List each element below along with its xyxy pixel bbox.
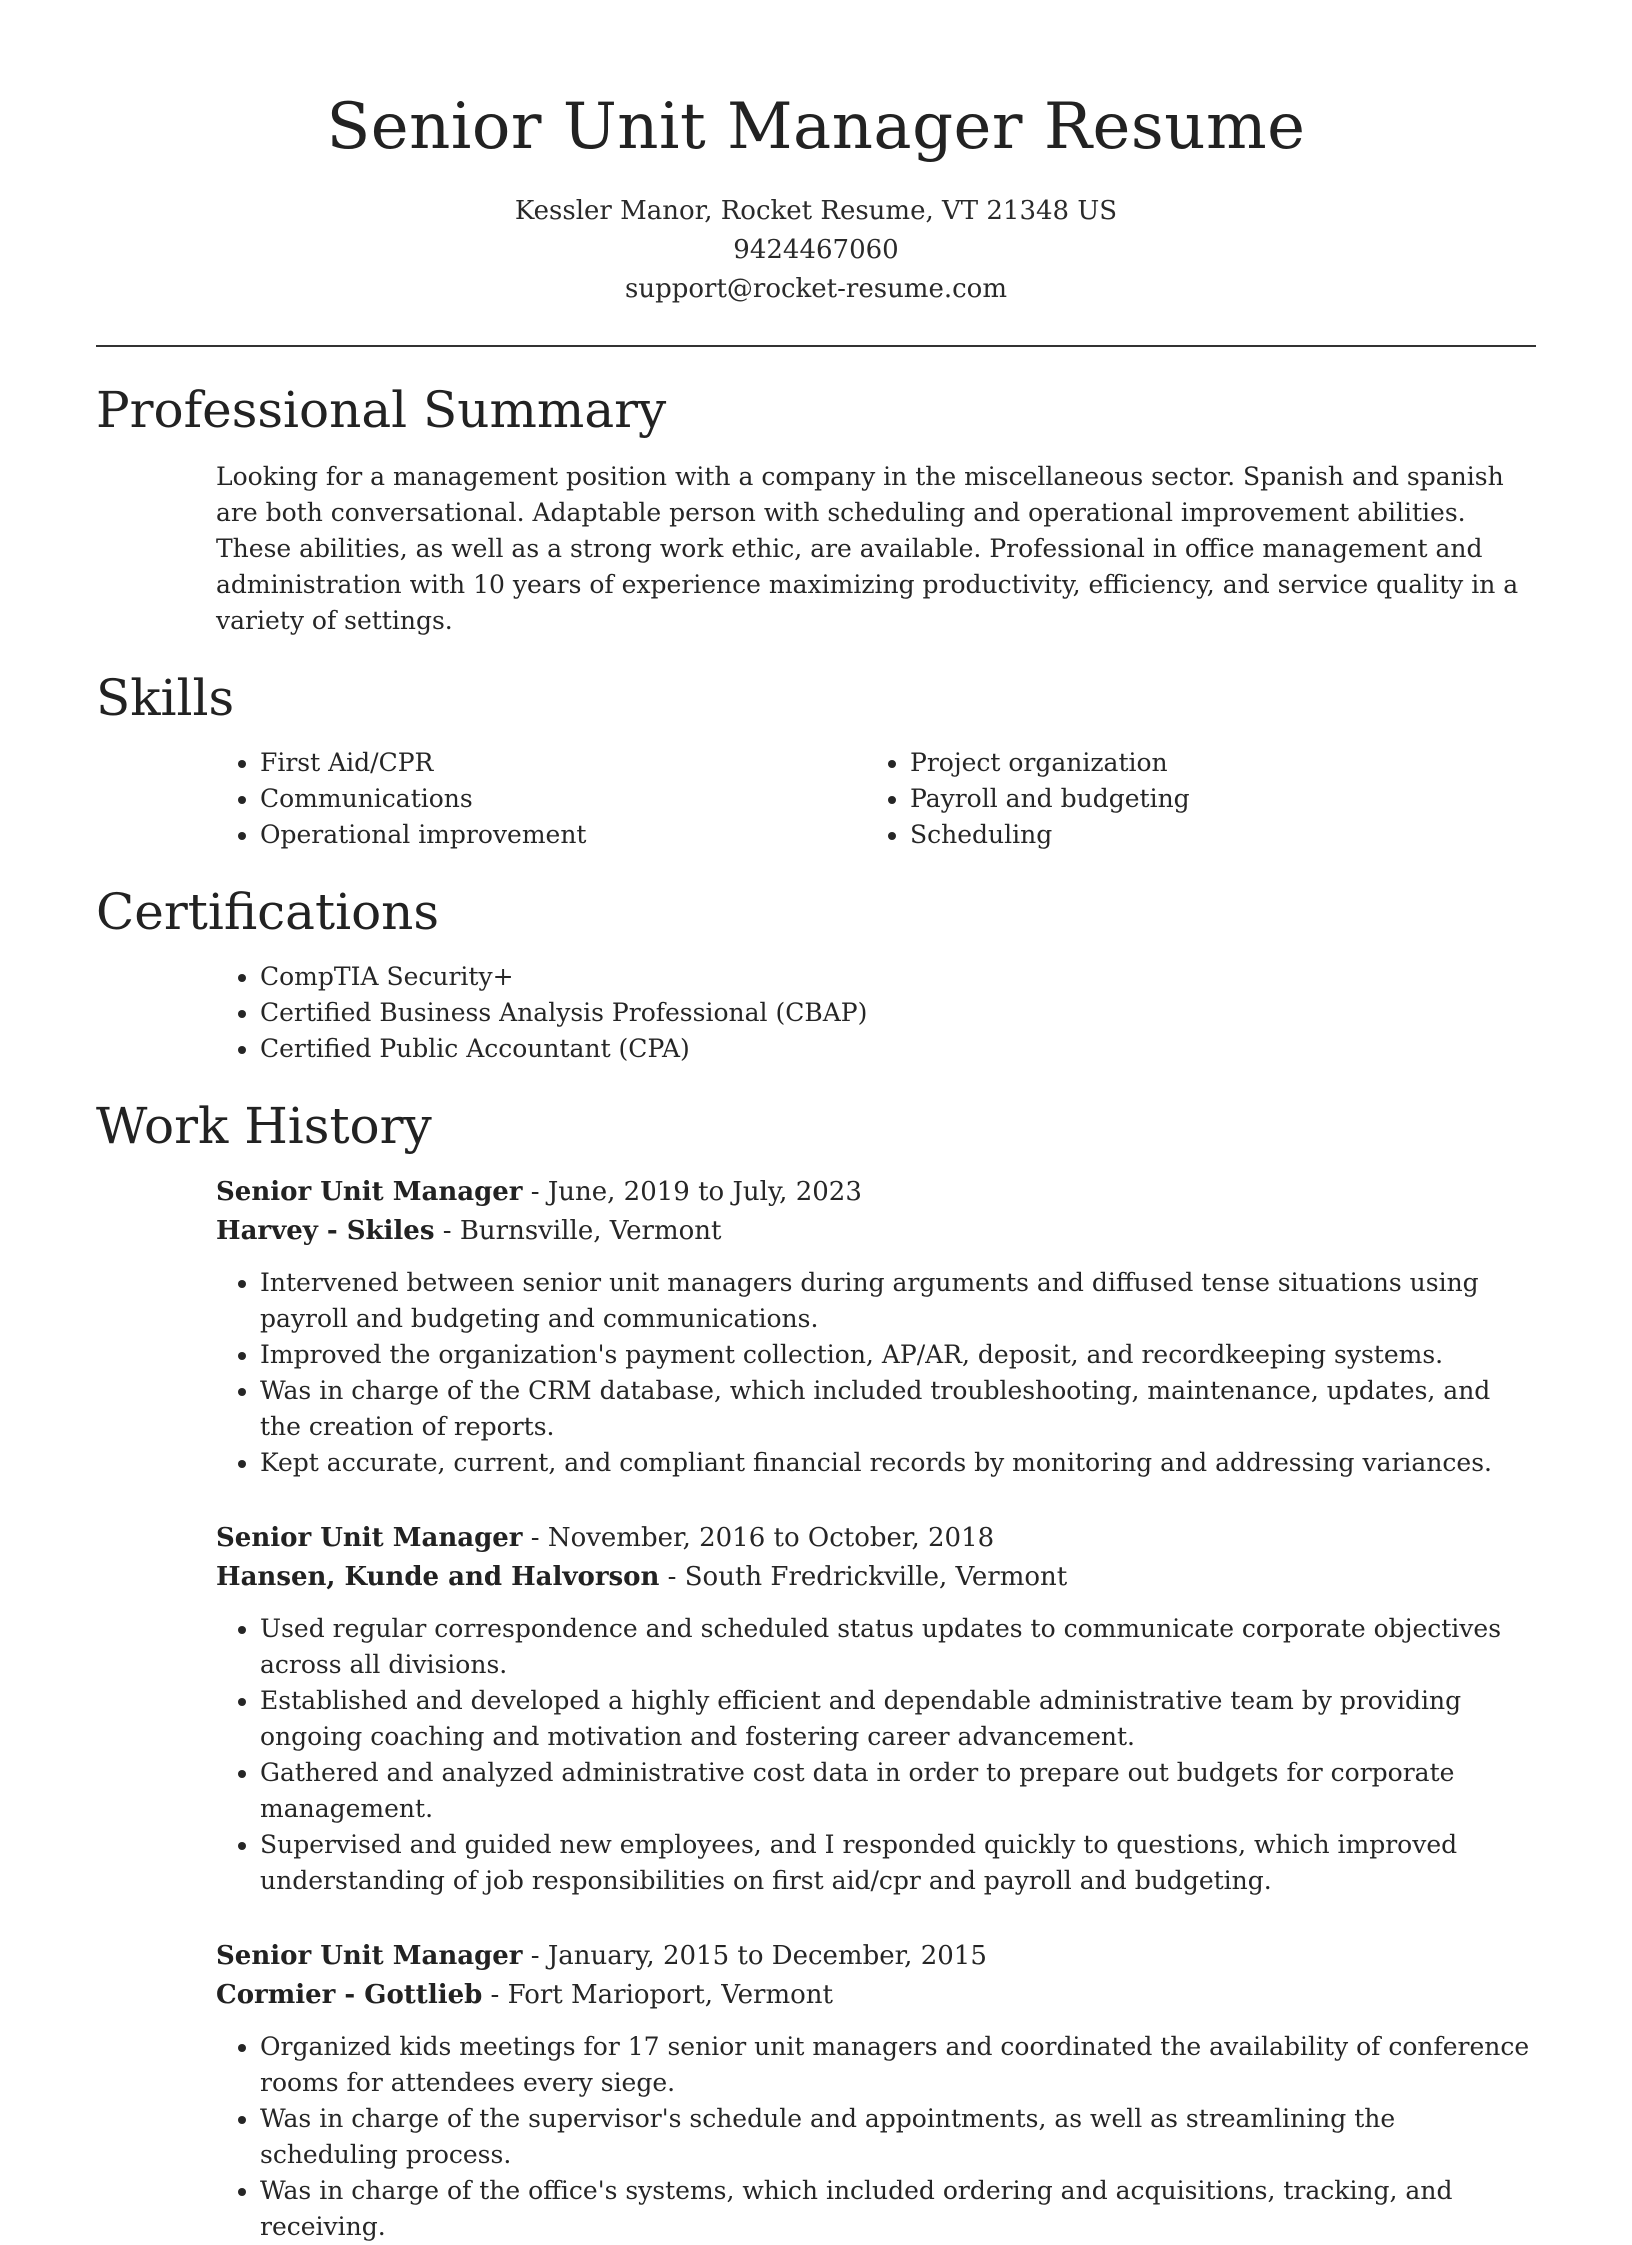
- job-bullet: • Was in charge of the supervisor's schedule and appointments, as well as streamlining the scheduling process.: [260, 2101, 1536, 2173]
- summary-text: Looking for a management position with a company in the miscellaneous sector. Spanish and spanish are both conversational. Adaptable person with scheduling and operational improvement abilities. These abilities, as well as a strong work ethic, are available. Professional in office management and administration with 10 years of experience maximizing productivity, efficiency, and service quality in a variety of settings.: [216, 462, 1519, 635]
- job-company-line: [216, 1212, 1536, 1251]
- job-bullet: • Improved the organization's payment collection, AP/AR, deposit, and recordkeeping systems.: [260, 1337, 1536, 1373]
- job-bullets: [216, 1611, 1536, 1899]
- summary-section: [96, 377, 1536, 639]
- job-bullet: • Supervised and guided new employees, and I responded quickly to questions, which improved understanding of job responsibilities on first aid/cpr and payroll and budgeting.: [260, 1827, 1536, 1899]
- job-bullet: • Established and developed a highly efficient and dependable administrative team by providing ongoing coaching and motivation and fostering career advancement.: [260, 1683, 1536, 1755]
- job-dates: - November, 2016 to October, 2018: [522, 1523, 995, 1553]
- job-bullet: • Organized kids meetings for 17 senior unit managers and coordinated the availability of conference rooms for attendees every siege.: [260, 2029, 1536, 2101]
- job-company-line: [216, 1976, 1536, 2015]
- certification-item: • Certified Public Accountant (CPA): [260, 1031, 1536, 1067]
- skill-item: • Scheduling: [910, 817, 1516, 853]
- work-history-heading: Work History: [96, 1097, 432, 1155]
- job-entry: [216, 1937, 1536, 2245]
- contact-email: support@rocket-resume.com: [624, 274, 1007, 304]
- job-bullet: • Used regular correspondence and scheduled status updates to communicate corporate objectives across all divisions.: [260, 1611, 1536, 1683]
- job-entry: [216, 1519, 1536, 1899]
- job-bullet: • Gathered and analyzed administrative cost data in order to prepare out budgets for corporate management.: [260, 1755, 1536, 1827]
- job-title: Senior Unit Manager: [216, 1523, 523, 1553]
- job-bullets: [216, 2029, 1536, 2245]
- certifications-heading: Certifications: [96, 883, 440, 941]
- job-title: Senior Unit Manager: [216, 1941, 523, 1971]
- certification-item: • Certified Business Analysis Professional (CBAP): [260, 995, 1536, 1031]
- skills-column-right: [866, 745, 1516, 853]
- skills-heading: Skills: [96, 669, 235, 727]
- job-bullet: • Intervened between senior unit managers during arguments and diffused tense situations using payroll and budgeting and communications.: [260, 1265, 1536, 1337]
- skills-section: [96, 665, 1536, 853]
- job-title-line: [216, 1519, 1536, 1558]
- skill-item: • First Aid/CPR: [260, 745, 866, 781]
- job-location: - Burnsville, Vermont: [434, 1216, 722, 1246]
- contact-block: [96, 192, 1536, 309]
- job-dates: - June, 2019 to July, 2023: [522, 1177, 862, 1207]
- contact-phone: 9424467060: [733, 235, 899, 265]
- job-company: Hansen, Kunde and Halvorson: [216, 1562, 660, 1592]
- job-location: - South Fredrickville, Vermont: [659, 1562, 1068, 1592]
- certification-item: • CompTIA Security+: [260, 959, 1536, 995]
- job-bullets: [216, 1265, 1536, 1481]
- job-entry: [216, 1173, 1536, 1481]
- job-bullet: • Was in charge of the office's systems, which included ordering and acquisitions, tracking, and receiving.: [260, 2173, 1536, 2245]
- skills-column-left: [216, 745, 866, 853]
- skills-columns: [216, 745, 1536, 853]
- header-divider: [96, 345, 1536, 347]
- job-company-line: [216, 1558, 1536, 1597]
- skills-list-left: [216, 745, 866, 853]
- job-location: - Fort Marioport, Vermont: [482, 1980, 833, 2010]
- skill-item: • Payroll and budgeting: [910, 781, 1516, 817]
- resume-title: Senior Unit Manager Resume: [326, 90, 1306, 164]
- job-bullet: • Was in charge of the CRM database, which included troubleshooting, maintenance, updates, and the creation of reports.: [260, 1373, 1536, 1445]
- job-dates: - January, 2015 to December, 2015: [522, 1941, 987, 1971]
- resume-header: [96, 0, 1536, 309]
- contact-address: Kessler Manor, Rocket Resume, VT 21348 US: [514, 196, 1118, 226]
- skills-list-right: [866, 745, 1516, 853]
- job-bullet: • Kept accurate, current, and compliant financial records by monitoring and addressing variances.: [260, 1445, 1536, 1481]
- job-title-line: [216, 1937, 1536, 1976]
- skill-item: • Operational improvement: [260, 817, 866, 853]
- work-history-section: [96, 1093, 1536, 2245]
- job-company: Harvey - Skiles: [216, 1216, 435, 1246]
- certifications-section: [96, 879, 1536, 1067]
- job-company: Cormier - Gottlieb: [216, 1980, 483, 2010]
- certifications-list: [216, 959, 1536, 1067]
- summary-heading: Professional Summary: [96, 381, 667, 439]
- skill-item: • Communications: [260, 781, 866, 817]
- job-title-line: [216, 1173, 1536, 1212]
- skill-item: • Project organization: [910, 745, 1516, 781]
- job-title: Senior Unit Manager: [216, 1177, 523, 1207]
